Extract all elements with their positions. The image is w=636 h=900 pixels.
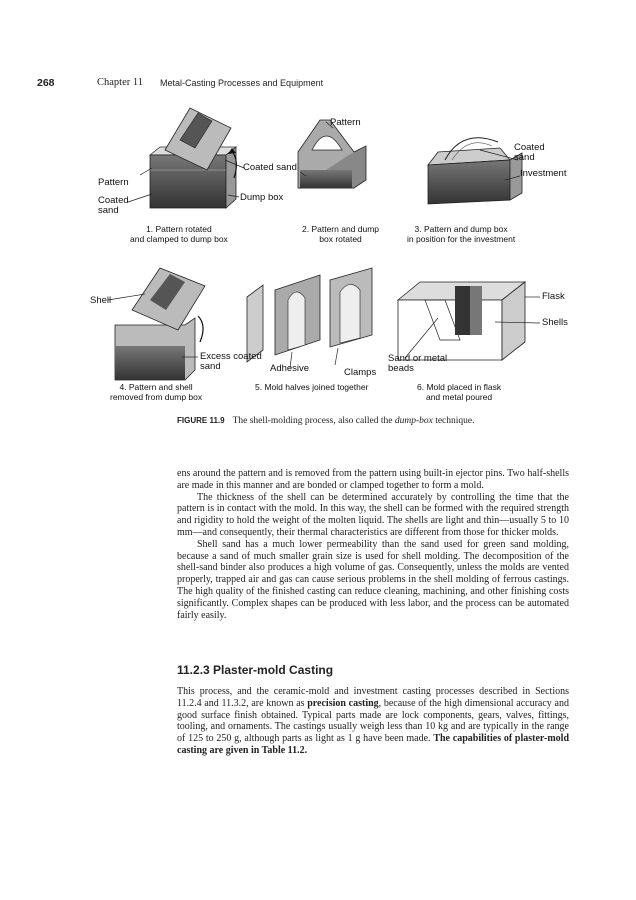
step-6-caption: 6. Mold placed in flask and metal poured <box>417 382 502 402</box>
label-dump-box: Dump box <box>240 192 284 203</box>
label-sand-or-metal-beads: Sand or metal beads <box>388 353 448 374</box>
figure-label: FIGURE 11.9 <box>177 416 225 425</box>
step3-drawing <box>428 138 522 204</box>
section-heading: 11.2.3 Plaster-mold Casting <box>177 663 334 677</box>
label-coated-sand-right: Coated sand <box>514 142 545 163</box>
step-3-caption: 3. Pattern and dump box in position for the investment <box>407 224 516 244</box>
label-coated-sand-left: Coated sand <box>98 195 129 216</box>
shell-molding-figure <box>0 0 636 410</box>
paragraph: Shell sand has a much lower permeability than the sand used for green sand molding, because a sand of much smaller grain size is used for shell molding. The decomposition of the shell-sand binder also produces a high volume of gas. Consequently, unless the molds are vented properly, trapped air and gas can cause serious problems in the shell molding of ferrous castings. The high quality of the finished casting can reduce cleaning, machining, and other finishing costs significantly. Complex shapes can be produced with less labor, and the process can be automated fairly easily. <box>177 538 569 621</box>
step6-drawing <box>398 282 540 360</box>
chapter-label: Chapter 11 <box>97 77 143 88</box>
label-pattern-top: Pattern <box>330 117 361 128</box>
label-clamps: Clamps <box>344 367 377 378</box>
label-coated-sand-top: Coated sand <box>243 162 297 173</box>
label-excess-coated-sand: Excess coated sand <box>200 351 262 372</box>
section-body <box>177 686 569 757</box>
step1-drawing <box>128 108 244 208</box>
step-5-caption: 5. Mold halves joined together <box>255 382 369 392</box>
paragraph: ens around the pattern and is removed from the pattern using built-in ejector pins. Two half-shells are made in this manner and are bonded or clamped together to form a mold. <box>177 468 569 491</box>
figure-caption: FIGURE 11.9 The shell-molding process, also called the dump-box technique. <box>177 416 475 426</box>
step-1-caption: 1. Pattern rotated and clamped to dump box <box>130 224 228 244</box>
step4-drawing <box>108 268 205 380</box>
step-4-caption: 4. Pattern and shell removed from dump box <box>110 382 203 402</box>
label-pattern-left: Pattern <box>98 177 129 188</box>
paragraph: The thickness of the shell can be determined accurately by controlling the time that the pattern is in contact with the mold. In this way, the shell can be formed with the required strength and rigidity to hold the weight of the molten liquid. The shells are light and thin—usually 5 to 10 mm—and consequently, their thermal characteristics are different from those for thicker molds. <box>177 491 569 538</box>
step2-drawing <box>298 117 366 188</box>
chapter-title: Metal-Casting Processes and Equipment <box>160 78 324 88</box>
paragraph: This process, and the ceramic-mold and investment casting processes described in Sections 11.2.4 and 11.3.2, are known as precision casting, because of the high dimensional accuracy and good surface finish obtained. Typical parts made are lock components, gears, valves, fittings, tooling, and ornaments. The castings usually weigh less than 10 kg and are typically in the range of 125 to 250 g, although parts as light as 1 g have been made. The capabilities of plaster-mold casting are given in Table 11.2. <box>177 686 570 756</box>
label-investment: Investment <box>520 168 567 179</box>
step-2-caption: 2. Pattern and dump box rotated <box>302 224 380 244</box>
label-shell: Shell <box>90 295 112 306</box>
label-flask: Flask <box>542 291 565 302</box>
label-adhesive: Adhesive <box>270 363 310 374</box>
page-number: 268 <box>37 77 55 89</box>
body-text <box>177 468 569 621</box>
label-shells: Shells <box>542 317 568 328</box>
